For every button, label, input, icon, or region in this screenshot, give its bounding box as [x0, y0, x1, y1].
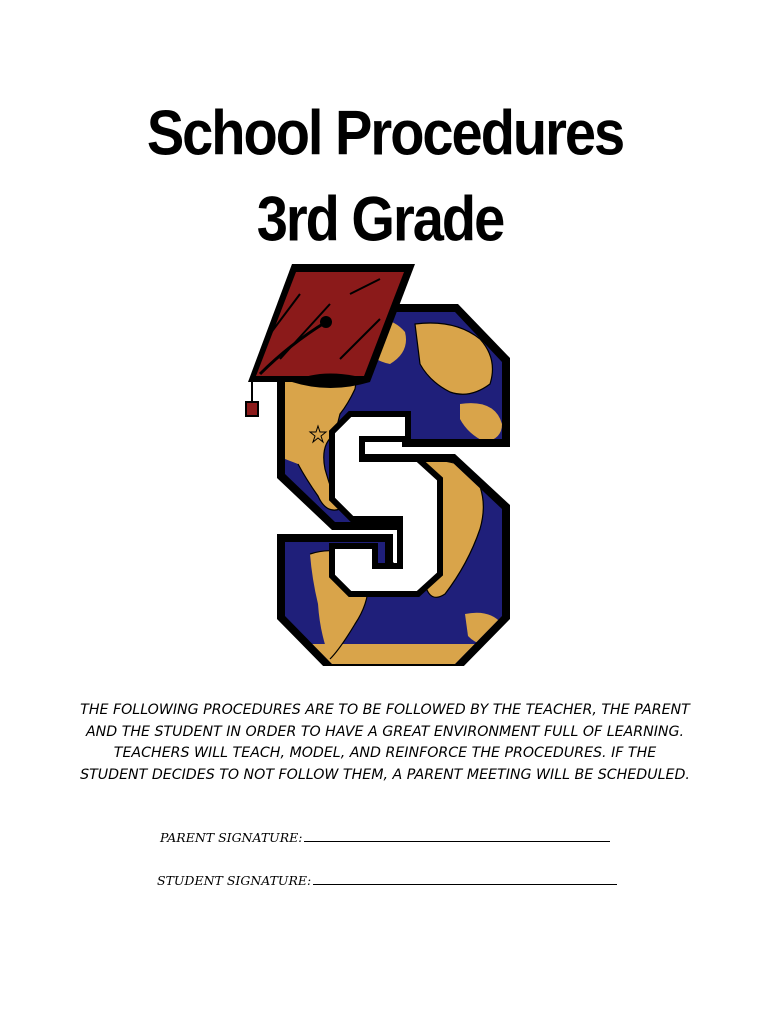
student-signature-field[interactable]	[313, 883, 617, 885]
procedures-notice: THE FOLLOWING PROCEDURES ARE TO BE FOLLOWED BY THE TEACHER, THE PARENT AND THE STUDENT IN ORDER TO HAVE A GREAT ENVIRONMENT FULL OF LEARNING. TEACHERS WILL TEACH, MODEL, AND REINFORCE THE PROCEDURES. IF THE STUDENT DECIDES TO NOT FOLLOW THEM, A PARENT MEETING WILL BE SCHEDULED.	[80, 702, 690, 783]
school-s-globe-logo-icon	[240, 264, 510, 666]
parent-signature-label: PARENT SIGNATURE:	[160, 830, 303, 845]
parent-signature-line	[160, 830, 610, 845]
parent-signature-field[interactable]	[304, 840, 610, 842]
document-subtitle: 3rd Grade	[256, 183, 504, 254]
document-title: School Procedures	[146, 97, 624, 168]
student-signature-label: STUDENT SIGNATURE:	[157, 873, 312, 888]
student-signature-line	[157, 873, 617, 888]
